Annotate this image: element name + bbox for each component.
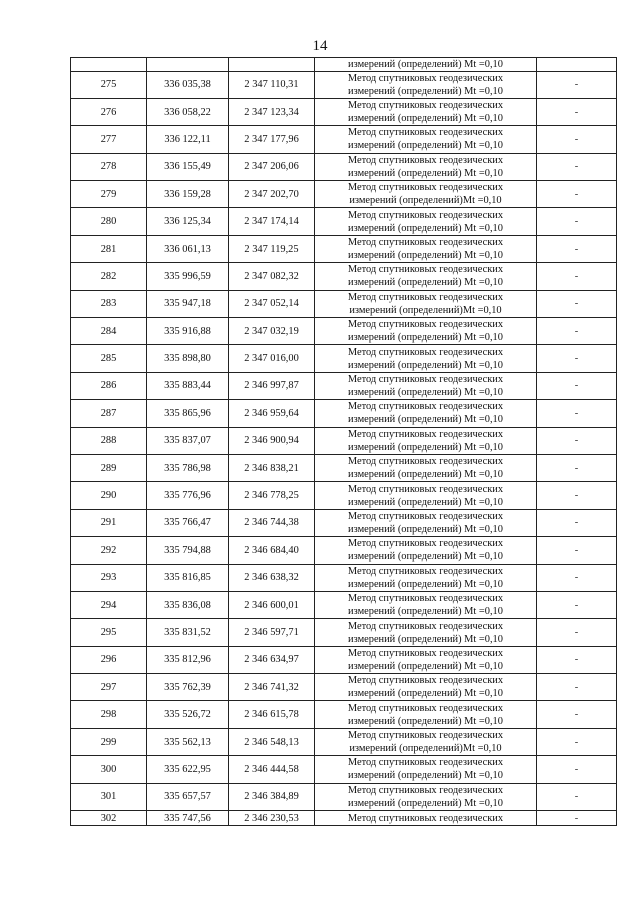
method-line-2: измерений (определений) Mt =0,10: [348, 496, 503, 508]
x-coordinate-cell: 335 996,59: [147, 263, 229, 290]
x-coordinate-cell: 335 794,88: [147, 537, 229, 564]
point-number-cell: 287: [71, 400, 147, 427]
table-row: [71, 591, 617, 618]
x-coordinate-cell: [147, 58, 229, 72]
remark-cell: -: [537, 263, 617, 290]
x-coordinate-cell: 336 058,22: [147, 98, 229, 125]
point-number-cell: 295: [71, 619, 147, 646]
method-cell: [315, 71, 537, 98]
remark-cell: -: [537, 728, 617, 755]
method-cell: [315, 153, 537, 180]
x-coordinate-cell: 335 836,08: [147, 591, 229, 618]
method-line-2: измерений (определений)Mt =0,10: [349, 304, 502, 316]
method-cell: [315, 537, 537, 564]
point-number-cell: 294: [71, 591, 147, 618]
remark-cell: -: [537, 811, 617, 826]
method-line-1: Метод спутниковых геодезических: [347, 675, 504, 687]
point-number-cell: 285: [71, 345, 147, 372]
table-row: [71, 564, 617, 591]
y-coordinate-cell: 2 346 638,32: [229, 564, 315, 591]
method-line-1: Метод спутниковых геодезических: [347, 784, 504, 796]
method-cell: [315, 482, 537, 509]
method-line-2: измерений (определений) Mt =0,10: [348, 660, 503, 672]
remark-cell: -: [537, 181, 617, 208]
y-coordinate-cell: 2 346 384,89: [229, 783, 315, 810]
point-number-cell: 280: [71, 208, 147, 235]
x-coordinate-cell: 336 061,13: [147, 235, 229, 262]
method-cell: [315, 509, 537, 536]
x-coordinate-cell: 335 837,07: [147, 427, 229, 454]
method-line-2: измерений (определений) Mt =0,10: [348, 523, 503, 535]
y-coordinate-cell: 2 347 082,32: [229, 263, 315, 290]
method-line-1: Метод спутниковых геодезических: [347, 428, 504, 440]
remark-cell: -: [537, 372, 617, 399]
table-row: [71, 646, 617, 673]
point-number-cell: 286: [71, 372, 147, 399]
method-cell: [315, 126, 537, 153]
remark-cell: -: [537, 756, 617, 783]
method-cell: [315, 290, 537, 317]
remark-cell: -: [537, 509, 617, 536]
method-cell: [315, 454, 537, 481]
y-coordinate-cell: 2 346 600,01: [229, 591, 315, 618]
x-coordinate-cell: 335 916,88: [147, 318, 229, 345]
method-line-2: измерений (определений) Mt =0,10: [348, 551, 503, 563]
method-line-2: измерений (определений) Mt =0,10: [348, 250, 503, 262]
point-number-cell: 281: [71, 235, 147, 262]
continuation-row: [71, 58, 617, 72]
method-line-1: Метод спутниковых геодезических: [347, 100, 504, 112]
method-line-1: Метод спутниковых геодезических: [347, 209, 504, 221]
table-row: [71, 71, 617, 98]
method-line-2: измерений (определений) Mt =0,10: [348, 606, 503, 618]
table-row: [71, 454, 617, 481]
table-row: [71, 345, 617, 372]
method-line-1: Метод спутниковых геодезических: [347, 702, 504, 714]
remark-cell: [537, 58, 617, 72]
point-number-cell: 291: [71, 509, 147, 536]
x-coordinate-cell: 335 883,44: [147, 372, 229, 399]
x-coordinate-cell: 335 865,96: [147, 400, 229, 427]
y-coordinate-cell: 2 347 110,31: [229, 71, 315, 98]
table-row: [71, 400, 617, 427]
method-line-1: Метод спутниковых геодезических: [347, 182, 504, 194]
x-coordinate-cell: 335 766,47: [147, 509, 229, 536]
y-coordinate-cell: 2 347 119,25: [229, 235, 315, 262]
method-line-2: измерений (определений) Mt =0,10: [348, 85, 503, 97]
method-line-2: измерений (определений) Mt =0,10: [348, 332, 503, 344]
method-cell: [315, 345, 537, 372]
method-line-2: измерений (определений) Mt =0,10: [348, 633, 503, 645]
coordinates-table: [70, 57, 617, 826]
y-coordinate-cell: 2 347 052,14: [229, 290, 315, 317]
method-cell: [315, 701, 537, 728]
x-coordinate-cell: 335 562,13: [147, 728, 229, 755]
y-coordinate-cell: [229, 58, 315, 72]
table-row: [71, 98, 617, 125]
table-row: [71, 126, 617, 153]
point-number-cell: 296: [71, 646, 147, 673]
remark-cell: -: [537, 646, 617, 673]
method-line-2: измерений (определений) Mt =0,10: [348, 414, 503, 426]
point-number-cell: 275: [71, 71, 147, 98]
point-number-cell: 282: [71, 263, 147, 290]
method-line-1: Метод спутниковых геодезических: [347, 565, 504, 577]
y-coordinate-cell: 2 346 997,87: [229, 372, 315, 399]
remark-cell: -: [537, 619, 617, 646]
method-line-1: Метод спутниковых геодезических: [347, 401, 504, 413]
method-line-2: измерений (определений) Mt =0,10: [348, 578, 503, 590]
method-cell: [315, 427, 537, 454]
method-cell: [315, 235, 537, 262]
remark-cell: -: [537, 71, 617, 98]
method-cell: [315, 372, 537, 399]
remark-cell: -: [537, 235, 617, 262]
y-coordinate-cell: 2 346 684,40: [229, 537, 315, 564]
method-line-1: Метод спутниковых геодезических: [347, 620, 504, 632]
method-cell: [315, 591, 537, 618]
method-line-1: Метод спутниковых геодезических: [347, 647, 504, 659]
method-line-1: Метод спутниковых геодезических: [347, 456, 504, 468]
table-row: [71, 482, 617, 509]
point-number-cell: [71, 58, 147, 72]
remark-cell: -: [537, 701, 617, 728]
y-coordinate-cell: 2 346 597,71: [229, 619, 315, 646]
table-row: [71, 728, 617, 755]
remark-cell: -: [537, 153, 617, 180]
method-line-2: измерений (определений) Mt =0,10: [348, 688, 503, 700]
method-cell: [315, 783, 537, 810]
point-number-cell: 298: [71, 701, 147, 728]
y-coordinate-cell: 2 346 230,53: [229, 811, 315, 826]
table-row: [71, 208, 617, 235]
method-line-2: измерений (определений) Mt =0,10: [348, 469, 503, 481]
remark-cell: -: [537, 783, 617, 810]
remark-cell: -: [537, 98, 617, 125]
method-line-2: измерений (определений) Mt =0,10: [348, 222, 503, 234]
method-line-1: Метод спутниковых геодезических: [347, 291, 504, 303]
point-number-cell: 292: [71, 537, 147, 564]
table-row: [71, 509, 617, 536]
point-number-cell: 302: [71, 811, 147, 826]
method-line-2: измерений (определений) Mt =0,10: [348, 277, 503, 289]
remark-cell: -: [537, 482, 617, 509]
point-number-cell: 301: [71, 783, 147, 810]
method-line-2: измерений (определений) Mt =0,10: [348, 770, 503, 782]
method-cell: [315, 98, 537, 125]
point-number-cell: 276: [71, 98, 147, 125]
y-coordinate-cell: 2 346 778,25: [229, 482, 315, 509]
x-coordinate-cell: 335 812,96: [147, 646, 229, 673]
method-line-2: измерений (определений) Mt =0,10: [348, 113, 503, 125]
point-number-cell: 278: [71, 153, 147, 180]
y-coordinate-cell: 2 346 744,38: [229, 509, 315, 536]
y-coordinate-cell: 2 346 838,21: [229, 454, 315, 481]
y-coordinate-cell: 2 347 174,14: [229, 208, 315, 235]
method-line-2: измерений (определений)Mt =0,10: [349, 743, 502, 755]
method-cell: [315, 400, 537, 427]
x-coordinate-cell: 336 159,28: [147, 181, 229, 208]
y-coordinate-cell: 2 346 444,58: [229, 756, 315, 783]
method-line-1: Метод спутниковых геодезических: [347, 237, 504, 249]
x-coordinate-cell: 335 776,96: [147, 482, 229, 509]
table-row: [71, 427, 617, 454]
x-coordinate-cell: 335 786,98: [147, 454, 229, 481]
remark-cell: -: [537, 427, 617, 454]
remark-cell: -: [537, 208, 617, 235]
y-coordinate-cell: 2 346 548,13: [229, 728, 315, 755]
method-line-1: Метод спутниковых геодезических: [347, 346, 504, 358]
y-coordinate-cell: 2 346 634,97: [229, 646, 315, 673]
y-coordinate-cell: 2 346 900,94: [229, 427, 315, 454]
x-coordinate-cell: 336 035,38: [147, 71, 229, 98]
remark-cell: -: [537, 537, 617, 564]
method-line-1: Метод спутниковых геодезических: [347, 264, 504, 276]
table-row: [71, 756, 617, 783]
x-coordinate-cell: 335 622,95: [147, 756, 229, 783]
point-number-cell: 300: [71, 756, 147, 783]
x-coordinate-cell: 335 526,72: [147, 701, 229, 728]
method-cell: [315, 728, 537, 755]
x-coordinate-cell: 335 816,85: [147, 564, 229, 591]
remark-cell: -: [537, 400, 617, 427]
remark-cell: -: [537, 674, 617, 701]
y-coordinate-cell: 2 347 016,00: [229, 345, 315, 372]
x-coordinate-cell: 336 122,11: [147, 126, 229, 153]
table-row: [71, 263, 617, 290]
table-row: [71, 153, 617, 180]
table-row: [71, 372, 617, 399]
method-line-1: Метод спутниковых геодезических: [347, 154, 504, 166]
method-cell: [315, 646, 537, 673]
method-cell: [315, 619, 537, 646]
point-number-cell: 293: [71, 564, 147, 591]
method-line-1: Метод спутниковых геодезических: [347, 538, 504, 550]
method-line-1: Метод спутниковых геодезических: [347, 730, 504, 742]
method-line-2: измерений (определений) Mt =0,10: [348, 167, 503, 179]
y-coordinate-cell: 2 347 202,70: [229, 181, 315, 208]
y-coordinate-cell: 2 346 959,64: [229, 400, 315, 427]
method-line-2: измерений (определений) Mt =0,10: [348, 140, 503, 152]
table-row: [71, 290, 617, 317]
table-row: [71, 674, 617, 701]
method-cell: [315, 674, 537, 701]
point-number-cell: 290: [71, 482, 147, 509]
method-cell: [315, 564, 537, 591]
point-number-cell: 299: [71, 728, 147, 755]
last-row: [71, 811, 617, 826]
method-cell: Метод спутниковых геодезических: [315, 811, 537, 826]
table-row: [71, 701, 617, 728]
point-number-cell: 289: [71, 454, 147, 481]
method-line-2: измерений (определений) Mt =0,10: [348, 715, 503, 727]
method-line-2: измерений (определений) Mt =0,10: [348, 386, 503, 398]
table-row: [71, 318, 617, 345]
method-cell: [315, 318, 537, 345]
method-line-1: Метод спутниковых геодезических: [347, 593, 504, 605]
x-coordinate-cell: 336 125,34: [147, 208, 229, 235]
method-cell: [315, 181, 537, 208]
table-row: [71, 235, 617, 262]
y-coordinate-cell: 2 347 206,06: [229, 153, 315, 180]
table-row: [71, 783, 617, 810]
table-row: [71, 537, 617, 564]
remark-cell: -: [537, 345, 617, 372]
method-cell: [315, 756, 537, 783]
point-number-cell: 284: [71, 318, 147, 345]
remark-cell: -: [537, 454, 617, 481]
y-coordinate-cell: 2 347 032,19: [229, 318, 315, 345]
page-number: 14: [312, 38, 328, 54]
method-cell: [315, 263, 537, 290]
method-line-1: Метод спутниковых геодезических: [347, 373, 504, 385]
remark-cell: -: [537, 290, 617, 317]
point-number-cell: 277: [71, 126, 147, 153]
method-line-1: Метод спутниковых геодезических: [347, 319, 504, 331]
method-line-2: измерений (определений) Mt =0,10: [348, 359, 503, 371]
point-number-cell: 297: [71, 674, 147, 701]
method-line-2: измерений (определений) Mt =0,10: [348, 441, 503, 453]
point-number-cell: 279: [71, 181, 147, 208]
point-number-cell: 288: [71, 427, 147, 454]
method-cell: измерений (определений) Mt =0,10: [315, 58, 537, 72]
table-row: [71, 619, 617, 646]
x-coordinate-cell: 335 657,57: [147, 783, 229, 810]
x-coordinate-cell: 335 747,56: [147, 811, 229, 826]
x-coordinate-cell: 335 831,52: [147, 619, 229, 646]
coordinates-table-body: [71, 58, 617, 811]
remark-cell: -: [537, 564, 617, 591]
method-line-1: Метод спутниковых геодезических: [347, 127, 504, 139]
table-row: [71, 181, 617, 208]
method-line-2: измерений (определений) Mt =0,10: [348, 797, 503, 809]
y-coordinate-cell: 2 347 177,96: [229, 126, 315, 153]
method-line-1: Метод спутниковых геодезических: [347, 510, 504, 522]
method-line-2: измерений (определений)Mt =0,10: [349, 195, 502, 207]
y-coordinate-cell: 2 347 123,34: [229, 98, 315, 125]
x-coordinate-cell: 335 762,39: [147, 674, 229, 701]
remark-cell: -: [537, 126, 617, 153]
y-coordinate-cell: 2 346 615,78: [229, 701, 315, 728]
x-coordinate-cell: 335 947,18: [147, 290, 229, 317]
remark-cell: -: [537, 318, 617, 345]
method-line-1: Метод спутниковых геодезических: [347, 483, 504, 495]
method-line-1: Метод спутниковых геодезических: [347, 72, 504, 84]
x-coordinate-cell: 335 898,80: [147, 345, 229, 372]
remark-cell: -: [537, 591, 617, 618]
point-number-cell: 283: [71, 290, 147, 317]
y-coordinate-cell: 2 346 741,32: [229, 674, 315, 701]
coordinates-table-last: [71, 811, 617, 826]
method-cell: [315, 208, 537, 235]
x-coordinate-cell: 336 155,49: [147, 153, 229, 180]
method-line-1: Метод спутниковых геодезических: [347, 757, 504, 769]
